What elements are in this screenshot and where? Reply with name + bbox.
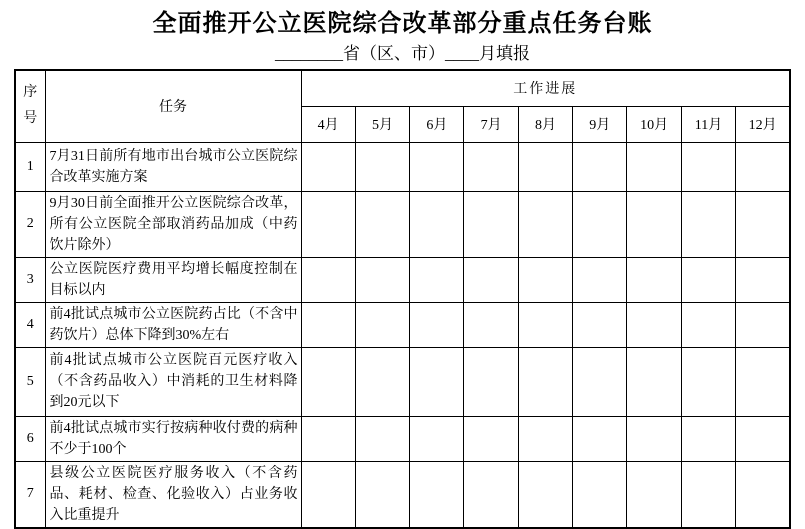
column-header-month: 12月 (736, 106, 790, 142)
column-header-month: 10月 (627, 106, 681, 142)
progress-cell (573, 302, 627, 347)
progress-cell (355, 257, 409, 302)
column-header-month: 5月 (355, 106, 409, 142)
progress-cell (464, 191, 518, 257)
progress-cell (518, 302, 572, 347)
task-serial-number: 2 (15, 191, 45, 257)
progress-cell (681, 191, 735, 257)
progress-cell (518, 142, 572, 191)
progress-cell (464, 142, 518, 191)
progress-cell (355, 142, 409, 191)
task-description: 县级公立医院医疗服务收入（不含药品、耗材、检查、化验收入）占业务收入比重提升 (45, 461, 301, 528)
progress-cell (301, 142, 355, 191)
progress-cell (627, 416, 681, 461)
progress-cell (410, 461, 464, 528)
column-header-month: 7月 (464, 106, 518, 142)
progress-cell (736, 416, 790, 461)
task-serial-number: 4 (15, 302, 45, 347)
progress-cell (627, 257, 681, 302)
progress-cell (573, 257, 627, 302)
task-row (15, 461, 790, 528)
progress-cell (518, 416, 572, 461)
progress-cell (464, 257, 518, 302)
column-header-month: 11月 (681, 106, 735, 142)
progress-cell (681, 142, 735, 191)
task-description: 公立医院医疗费用平均增长幅度控制在目标以内 (45, 257, 301, 302)
progress-cell (410, 302, 464, 347)
column-header-progress: 工作进展 (301, 70, 790, 106)
progress-cell (301, 302, 355, 347)
progress-cell (518, 461, 572, 528)
progress-cell (736, 257, 790, 302)
progress-cell (627, 461, 681, 528)
column-header-task: 任务 (45, 70, 301, 142)
task-row (15, 302, 790, 347)
progress-cell (681, 461, 735, 528)
progress-cell (627, 142, 681, 191)
progress-cell (736, 461, 790, 528)
progress-cell (518, 257, 572, 302)
task-row (15, 416, 790, 461)
column-header-serial: 序号 (15, 70, 45, 142)
task-serial-number: 7 (15, 461, 45, 528)
progress-cell (681, 302, 735, 347)
task-description: 前4批试点城市公立医院百元医疗收入（不含药品收入）中消耗的卫生材料降到20元以下 (45, 347, 301, 416)
progress-cell (736, 302, 790, 347)
task-ledger-table (14, 69, 791, 529)
progress-cell (627, 347, 681, 416)
progress-cell (410, 347, 464, 416)
progress-cell (573, 416, 627, 461)
progress-cell (736, 142, 790, 191)
progress-cell (301, 461, 355, 528)
progress-cell (301, 416, 355, 461)
task-description: 9月30日前全面推开公立医院综合改革，所有公立医院全部取消药品加成（中药饮片除外） (45, 191, 301, 257)
progress-cell (355, 461, 409, 528)
progress-cell (627, 191, 681, 257)
progress-cell (573, 142, 627, 191)
progress-cell (518, 191, 572, 257)
header-row-top (15, 70, 790, 106)
progress-cell (681, 257, 735, 302)
progress-cell (355, 191, 409, 257)
progress-cell (464, 347, 518, 416)
progress-cell (681, 347, 735, 416)
task-serial-number: 5 (15, 347, 45, 416)
task-serial-number: 1 (15, 142, 45, 191)
task-description: 前4批试点城市公立医院药占比（不含中药饮片）总体下降到30%左右 (45, 302, 301, 347)
progress-cell (410, 142, 464, 191)
progress-cell (573, 347, 627, 416)
task-row (15, 142, 790, 191)
task-row (15, 191, 790, 257)
task-serial-number: 3 (15, 257, 45, 302)
progress-cell (355, 416, 409, 461)
progress-cell (736, 347, 790, 416)
column-header-month: 6月 (410, 106, 464, 142)
progress-cell (627, 302, 681, 347)
progress-cell (301, 257, 355, 302)
progress-cell (464, 461, 518, 528)
progress-cell (681, 416, 735, 461)
progress-cell (301, 347, 355, 416)
task-description: 前4批试点城市实行按病种收付费的病种不少于100个 (45, 416, 301, 461)
progress-cell (301, 191, 355, 257)
progress-cell (410, 257, 464, 302)
progress-cell (355, 347, 409, 416)
progress-cell (464, 302, 518, 347)
progress-cell (573, 461, 627, 528)
task-row (15, 347, 790, 416)
progress-cell (573, 191, 627, 257)
task-serial-number: 6 (15, 416, 45, 461)
progress-cell (518, 347, 572, 416)
progress-cell (355, 302, 409, 347)
task-row (15, 257, 790, 302)
progress-cell (464, 416, 518, 461)
progress-cell (410, 191, 464, 257)
column-header-month: 8月 (518, 106, 572, 142)
page-subtitle: ________省（区、市）____月填报 (275, 44, 530, 63)
task-description: 7月31日前所有地市出台城市公立医院综合改革实施方案 (45, 142, 301, 191)
column-header-month: 4月 (301, 106, 355, 142)
progress-cell (736, 191, 790, 257)
progress-cell (410, 416, 464, 461)
column-header-month: 9月 (573, 106, 627, 142)
page-title: 全面推开公立医院综合改革部分重点任务台账 (152, 11, 653, 37)
